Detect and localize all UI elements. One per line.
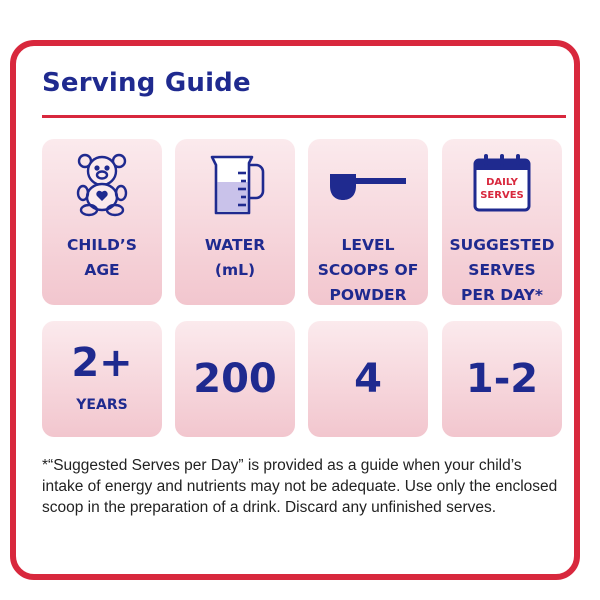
teddy-bear-icon: [42, 149, 162, 219]
svg-text:SERVES: SERVES: [480, 190, 524, 201]
calendar-icon: [442, 149, 562, 219]
page-title: Serving Guide: [42, 68, 251, 98]
water-value: 200: [193, 356, 277, 402]
column-scoops: [308, 139, 428, 437]
value-card: [442, 321, 562, 437]
value-card: [42, 321, 162, 437]
serving-guide-panel: [10, 40, 580, 580]
label-card: [42, 139, 162, 305]
svg-text:DAILY: DAILY: [486, 177, 518, 188]
label-card: [175, 139, 295, 305]
column-childs-age: [42, 139, 162, 437]
value-card: [308, 321, 428, 437]
column-label: WATER (mL): [204, 236, 266, 279]
footnote: *“Suggested Serves per Day” is provided as a guide when your child’s intake of energy and nutrients may not be adequate. Use only the enclosed scoop in the preparation of a drink. Discard any unfinished serves.: [42, 457, 558, 516]
value-card: [175, 321, 295, 437]
column-serves: [442, 139, 562, 437]
scoops-value: 4: [354, 356, 382, 402]
age-unit: YEARS: [76, 397, 128, 413]
label-card: [308, 139, 428, 305]
label-card: [442, 139, 562, 305]
column-label: CHILD’S AGE: [67, 236, 137, 279]
column-water: [175, 139, 295, 437]
scoop-icon: [308, 149, 428, 219]
serves-value: 1-2: [465, 356, 539, 402]
column-label: SUGGESTED SERVES PER DAY*: [449, 236, 555, 304]
age-value: 2+: [71, 340, 133, 386]
column-label: LEVEL SCOOPS OF POWDER: [317, 236, 419, 304]
title-divider: [42, 115, 566, 118]
measuring-jug-icon: [175, 149, 295, 219]
